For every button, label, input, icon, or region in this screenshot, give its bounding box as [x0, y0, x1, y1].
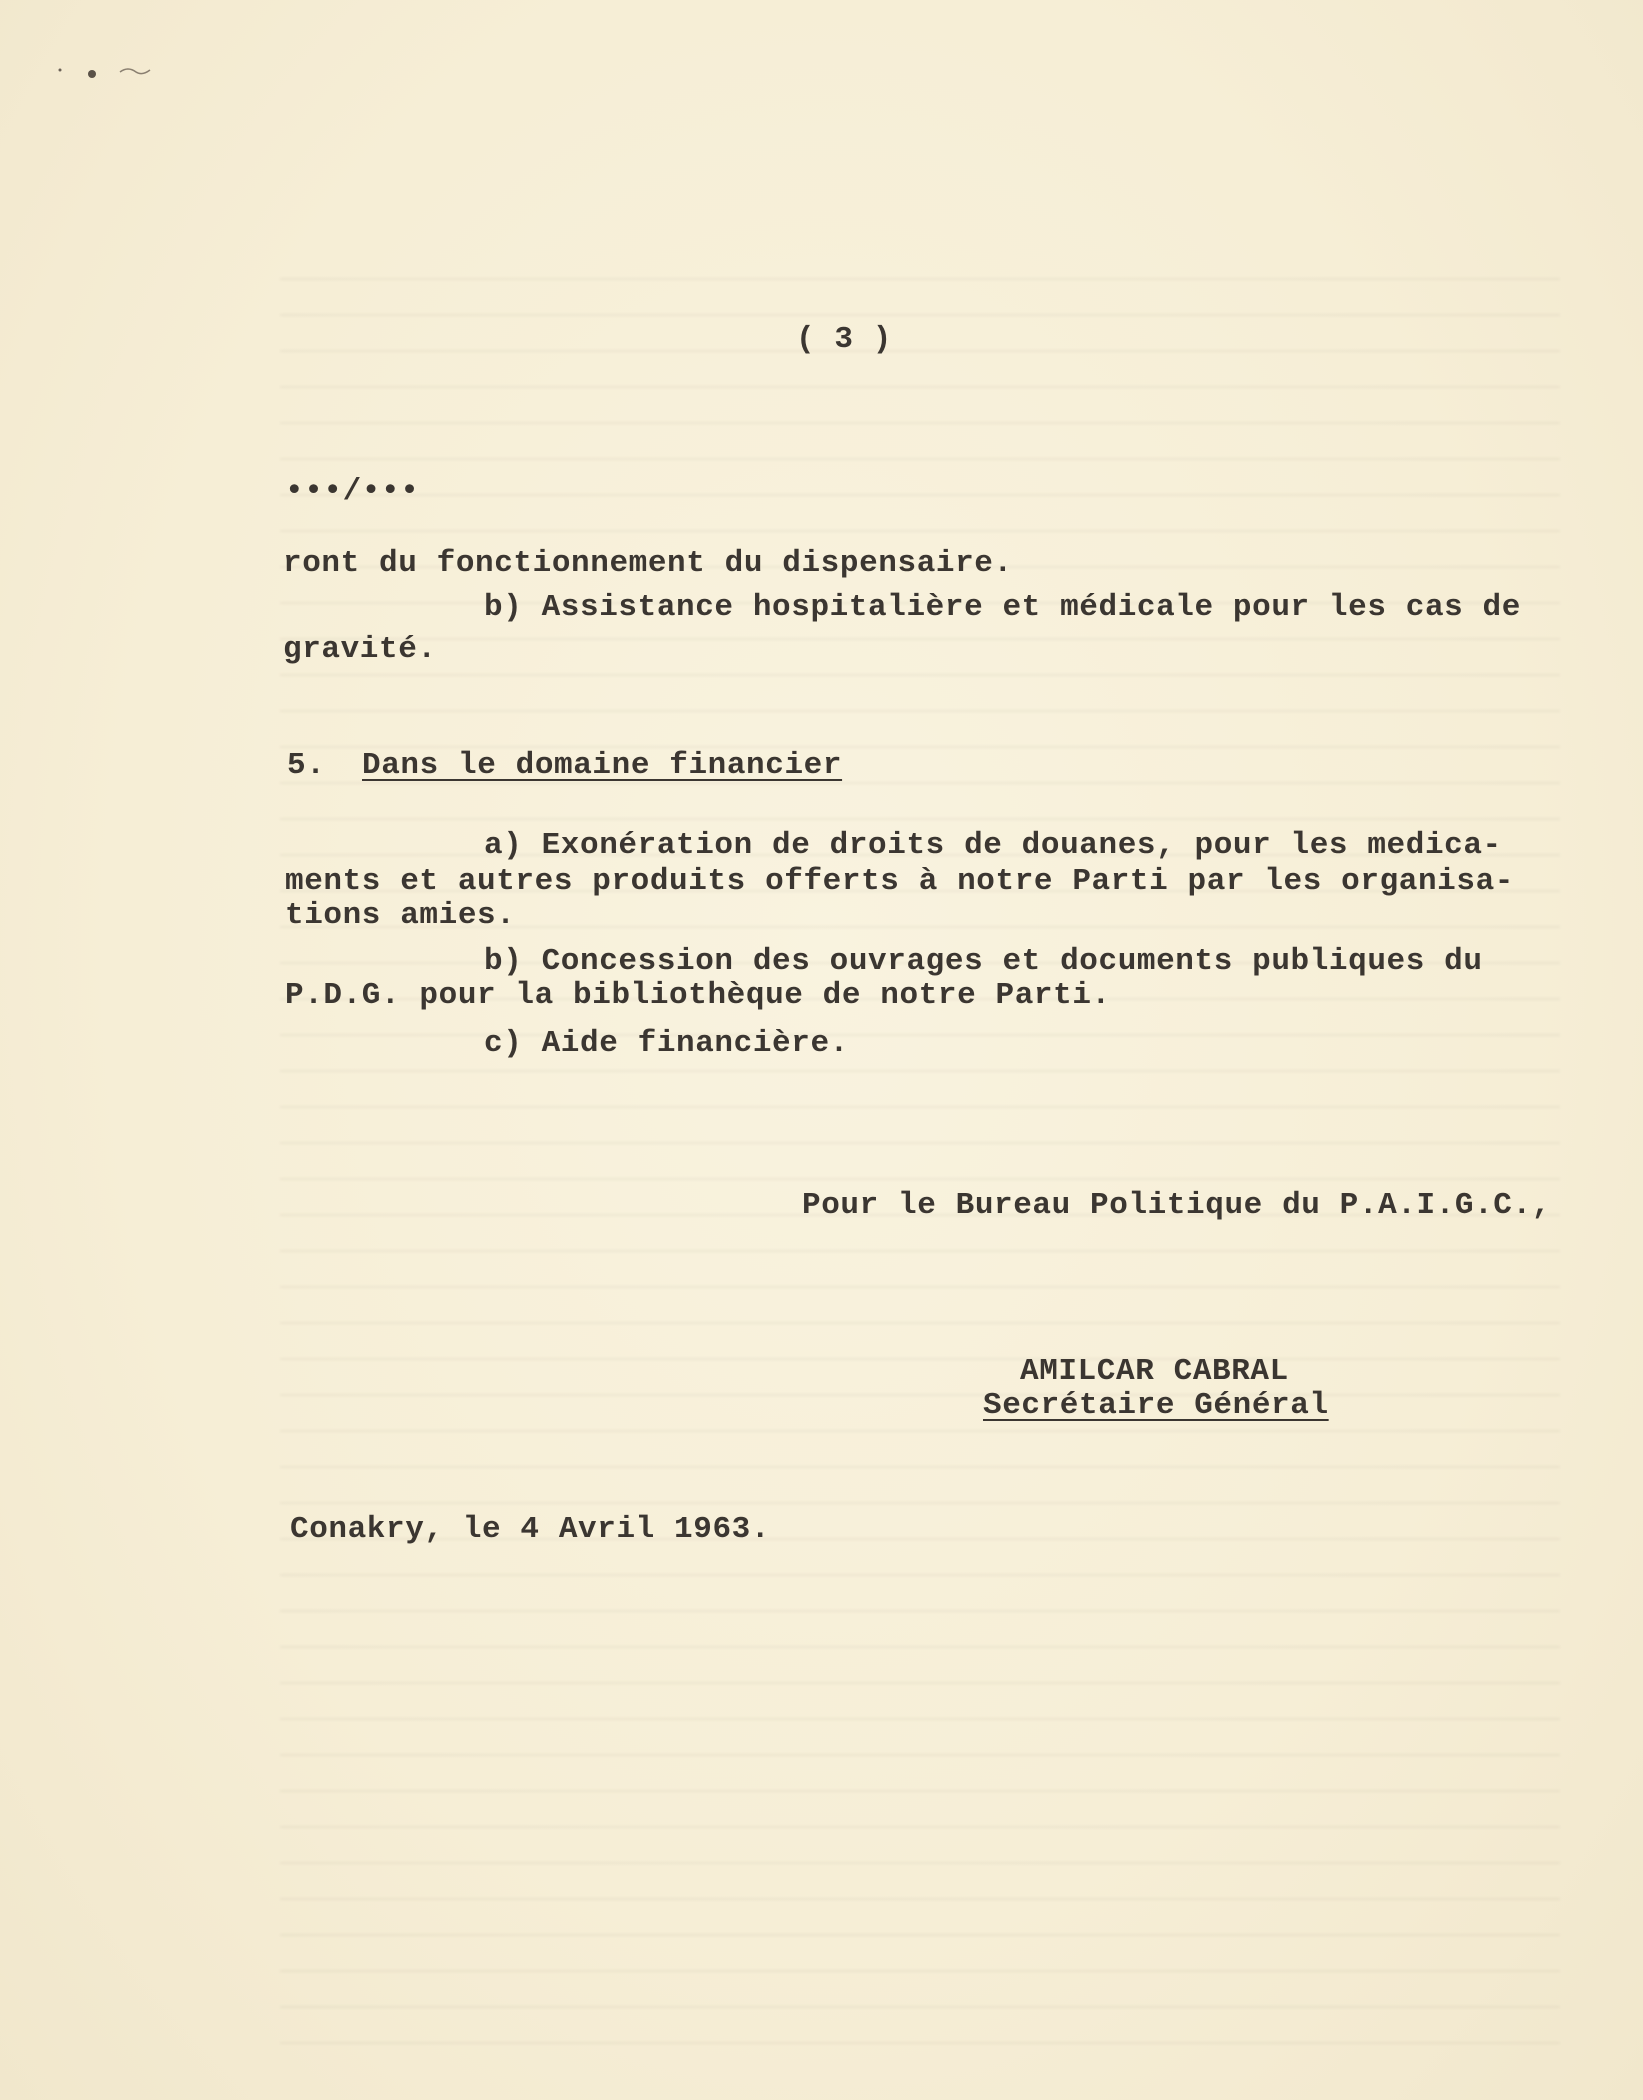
- item-a-line-3: tions amies.: [285, 898, 516, 933]
- intro-line-3: gravité.: [283, 632, 437, 667]
- signatory-title: Secrétaire Général: [983, 1388, 1329, 1423]
- section-title: Dans le domaine financier: [362, 748, 843, 783]
- signature-for-line: Pour le Bureau Politique du P.A.I.G.C.,: [802, 1188, 1551, 1223]
- item-b-line-1: b) Concession des ouvrages et documents publiques du: [484, 944, 1483, 979]
- intro-line-1: ront du fonctionnement du dispensaire.: [283, 546, 1013, 581]
- continuation-marker: •••/•••: [285, 474, 420, 509]
- place-date: Conakry, le 4 Avril 1963.: [290, 1512, 771, 1547]
- paper-edge-mark: [50, 62, 160, 82]
- show-through-texture: [280, 250, 1560, 2050]
- item-a-line-1: a) Exonération de droits de douanes, pour les medica-: [484, 828, 1502, 863]
- signatory-name: AMILCAR CABRAL: [1020, 1354, 1289, 1389]
- section-number: 5.: [287, 748, 326, 783]
- item-c-line-1: c) Aide financière.: [484, 1026, 849, 1061]
- page-number: ( 3 ): [796, 322, 893, 357]
- item-a-line-2: ments et autres produits offerts à notre Parti par les organisa-: [285, 864, 1514, 899]
- intro-line-2: b) Assistance hospitalière et médicale pour les cas de: [484, 590, 1521, 625]
- item-b-line-2: P.D.G. pour la bibliothèque de notre Parti.: [285, 978, 1111, 1013]
